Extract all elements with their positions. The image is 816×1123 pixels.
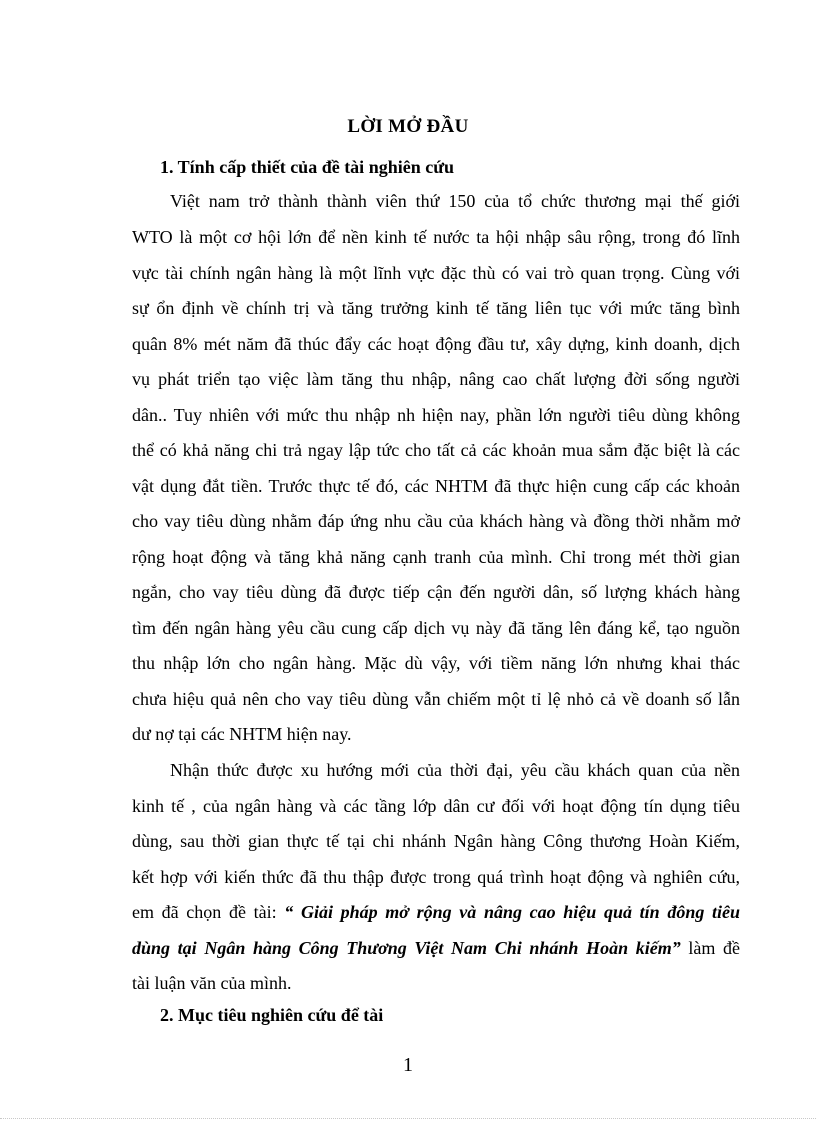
paragraph-line: WTO là một cơ hội lớn để nền kinh tế nước ta hội nhập sâu rộng, trong đó lĩnh	[132, 227, 740, 247]
paragraph-line: ngắn, cho vay tiêu dùng đã được tiếp cận đến người dân, số lượng khách hàng	[132, 582, 740, 602]
paragraph-line: rộng hoạt động và tăng khả năng cạnh tranh của mình. Chỉ trong mét thời gian	[132, 547, 740, 567]
thesis-topic-suffix: làm đề	[688, 938, 741, 958]
paragraph-line: thu nhập lớn cho ngân hàng. Mặc dù vậy, với tiềm năng lớn nhưng khai thác	[132, 653, 740, 673]
paragraph-line: kết hợp với kiến thức đã thu thập được trong quá trình hoạt động và nghiên cứu,	[132, 867, 740, 887]
paragraph-line: cho vay tiêu dùng nhằm đáp ứng nhu cầu của khách hàng và đồng thời nhằm mở	[132, 511, 740, 531]
page-number: 1	[403, 1054, 413, 1076]
page-title: LỜI MỞ ĐẦU	[347, 116, 469, 137]
paragraph-line: kinh tế , của ngân hàng và các tầng lớp dân cư đối với hoạt động tín dụng tiêu	[132, 796, 740, 816]
paragraph-line: Nhận thức được xu hướng mới của thời đại, yêu cầu khách quan của nền	[170, 760, 740, 780]
paragraph-line: chưa hiệu quả nên cho vay tiêu dùng vẫn chiếm một tỉ lệ nhỏ cả về doanh số lẫn	[132, 689, 740, 709]
paragraph-line	[132, 937, 740, 959]
paragraph-line	[132, 901, 740, 923]
paragraph-line: vật dụng đắt tiền. Trước thực tế đó, các NHTM đã thực hiện cung cấp các khoản	[132, 476, 740, 496]
paragraph-line: Việt nam trở thành thành viên thứ 150 của tổ chức thương mại thế giới	[170, 191, 740, 211]
page-bottom-divider	[0, 1118, 816, 1119]
paragraph-line: thể có khả năng chi trả ngay lập tức cho tất cả các khoản mua sắm đặc biệt là các	[132, 440, 740, 460]
paragraph-line: tài luận văn của mình.	[132, 973, 292, 993]
paragraph-line: sự ổn định về chính trị và tăng trưởng kinh tế tăng liên tục với mức tăng bình	[132, 298, 740, 318]
paragraph-line: vụ phát triển tạo việc làm tăng thu nhập, nâng cao chất lượng đời sống người	[132, 369, 740, 389]
paragraph-line: quân 8% mét năm đã thúc đẩy các hoạt động đầu tư, xây dựng, kinh doanh, dịch	[132, 334, 740, 354]
paragraph-line: dư nợ tại các NHTM hiện nay.	[132, 724, 352, 744]
paragraph-line: dân.. Tuy nhiên với mức thu nhập nh hiện nay, phần lớn người tiêu dùng không	[132, 405, 740, 425]
thesis-topic-part-1: “ Giải pháp mở rộng và nâng cao hiệu quả tín đông tiêu	[284, 902, 740, 922]
thesis-topic-part-2: dùng tại Ngân hàng Công Thương Việt Nam Chi nhánh Hoàn kiếm”	[132, 938, 681, 958]
paragraph-line: vực tài chính ngân hàng là một lĩnh vực đặc thù có vai trò quan trọng. Cùng với	[132, 263, 740, 283]
section-heading-1: 1. Tính cấp thiết của đề tài nghiên cứu	[160, 157, 455, 177]
section-heading-2: 2. Mục tiêu nghiên cứu để tài	[160, 1005, 384, 1025]
paragraph-line: dùng, sau thời gian thực tế tại chi nhánh Ngân hàng Công thương Hoàn Kiếm,	[132, 831, 740, 851]
paragraph-line: tìm đến ngân hàng yêu cầu cung cấp dịch vụ này đã tăng lên đáng kể, tạo nguồn	[132, 618, 740, 638]
chosen-topic-prefix: em đã chọn đề tài:	[132, 902, 277, 922]
